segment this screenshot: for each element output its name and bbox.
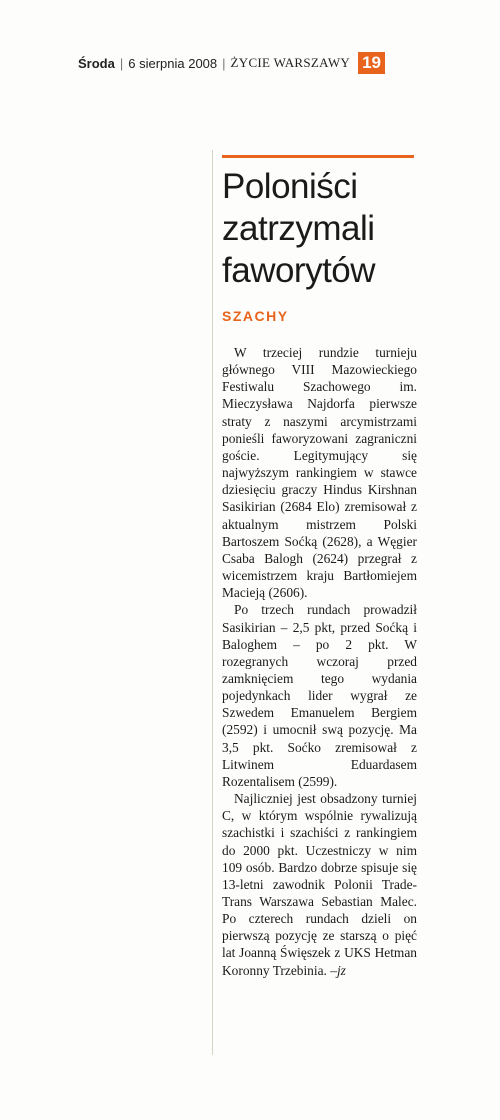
newspaper-name: ŻYCIE WARSZAWY xyxy=(230,55,351,70)
article-body xyxy=(222,344,417,979)
author-signature: –jz xyxy=(330,962,346,978)
header-separator: | xyxy=(119,55,124,71)
column-divider xyxy=(212,150,217,1055)
article-title xyxy=(222,166,432,292)
article-paragraph: W trzeciej rundzie turnieju głównego VIII Mazowieckiego Festiwalu Szachowego im. Mieczysława Najdorfa pierwsze straty z naszymi arcymistrzami ponieśli faworyzowani zagraniczni goście. Legitymujący się najwyższym rankingiem w stawce dziesięciu graczy Hindus Kirshnan Sasikirian (2684 Elo) zremisował z aktualnym mistrzem Polski Bartoszem Soćką (2628), a Węgier Csaba Balogh (2624) przegrał z wicemistrzem kraju Bartłomiejem Macieją (2606). xyxy=(222,345,417,601)
title-line: faworytów xyxy=(222,251,376,290)
article-paragraph xyxy=(222,790,417,979)
paragraph-text: Najliczniej jest obsadzony turniej C, w którym wspólnie rywalizują szachistki i szachiści z rankingiem do 2000 pkt. Uczestniczy w nim 109 osób. Bardzo dobrze spisuje się 13-letni zawodnik Polonii Trade-Trans Warszawa Sebastian Malec. Po czterech rundach dzieli on pierwszą pozycję ze starszą o pięć lat Joanną Święszek z UKS Hetman Koronny Trzebinia. xyxy=(222,791,417,978)
title-line: Poloniści xyxy=(222,167,358,206)
section-label: SZACHY xyxy=(222,308,289,324)
title-rule xyxy=(222,155,414,158)
header-day: Środa xyxy=(78,55,115,71)
header-separator: | xyxy=(222,55,226,71)
header-date: 6 sierpnia 2008 xyxy=(128,55,218,71)
page-number-badge: 19 xyxy=(358,52,385,74)
page-header xyxy=(78,48,460,78)
article-paragraph: Po trzech rundach prowadził Sasikirian – 2,5 pkt, przed Soćką i Baloghem – po 2 pkt. W rozegranych wczoraj przed zamknięciem tego wydania pojedynkach lider wygrał ze Szwedem Emanuelem Bergiem (2592) i umocnił swą pozycję. Ma 3,5 pkt. Soćko zremisował z Litwinem Eduardasem Rozentalisem (2599). xyxy=(222,602,417,789)
title-line: zatrzymali xyxy=(222,209,375,248)
